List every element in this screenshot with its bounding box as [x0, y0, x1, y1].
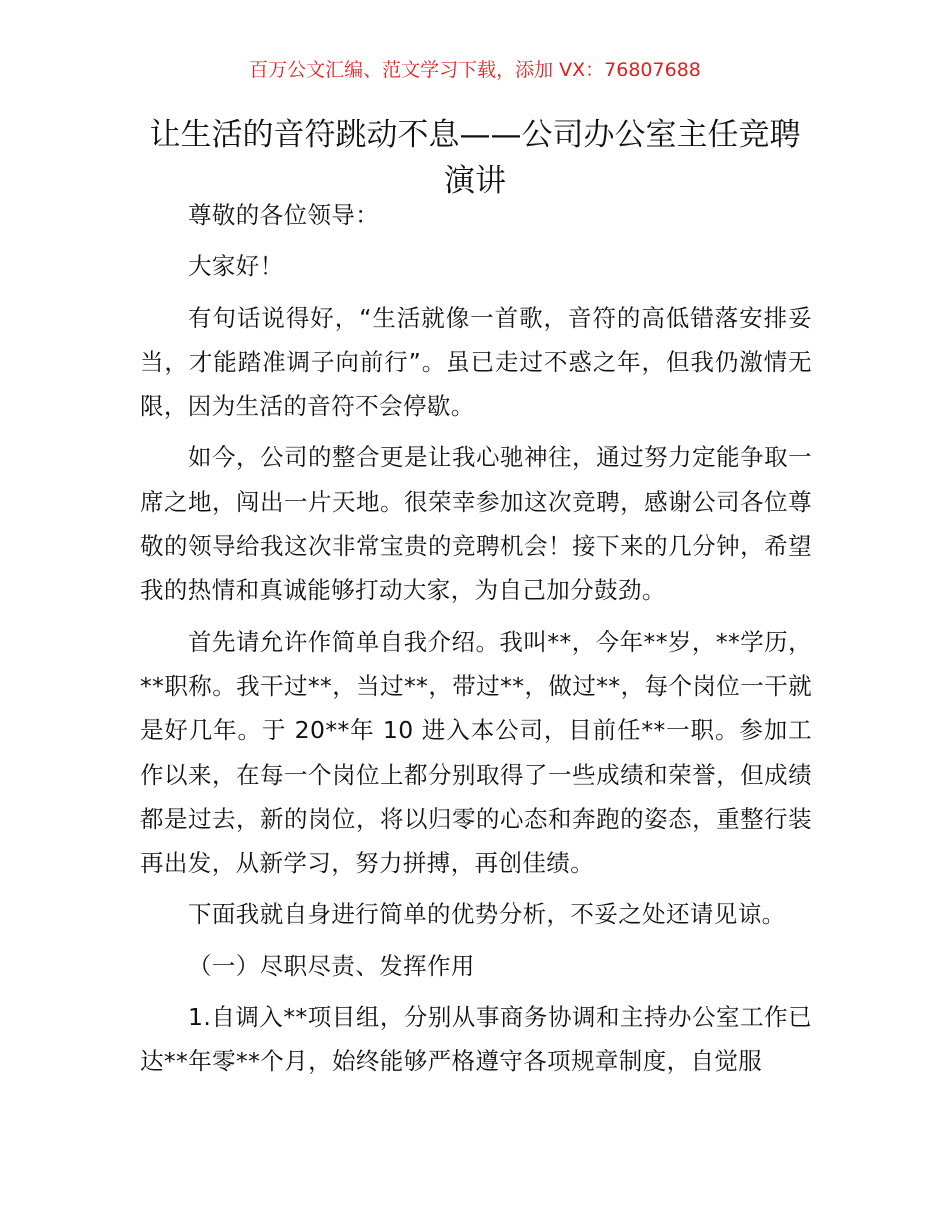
paragraph-company-integration: 如今，公司的整合更是让我心驰神往，通过努力定能争取一席之地，闯出一片天地。很荣幸参加这次竞聘，感谢公司各位尊敬的领导给我这次非常宝贵的竞聘机会！接下来的几分钟，希望我的热情和真诚能够打动大家，为自己加分鼓劲。	[140, 443, 812, 605]
greeting: 大家好！	[188, 252, 284, 281]
paragraph-self-introduction: 首先请允许作简单自我介绍。我叫**，今年**岁，**学历，**职称。我干过**，当过**，带过**，做过**，每个岗位一干就是好几年。于 20**年 10 进入本公司，目前任**一职。参加工作以来，在每一个岗位上都分别取得了一些成绩和荣誉，但成绩都是过去，新的岗位，将以归零的心态和奔跑的姿态，重整行装再出发，从新学习，努力拼搏，再创佳绩。	[140, 627, 812, 878]
download-banner: 百万公文汇编、范文学习下载，添加 VX：76807688	[249, 59, 701, 81]
paragraph-opening-quote: 有句话说得好，“生活就像一首歌，音符的高低错落安排妥当，才能踏准调子向前行”。虽已走过不惑之年，但我仍激情无限，因为生活的音符不会停歇。	[140, 303, 812, 421]
paragraph-analysis-intro: 下面我就自身进行简单的优势分析，不妥之处还请见谅。	[188, 900, 786, 929]
paragraph-item-1: 1.自调入**项目组，分别从事商务协调和主持办公室工作已达**年零**个月，始终能够严格遵守各项规章制度，自觉服	[140, 1003, 812, 1076]
document-body	[140, 193, 812, 1084]
document-title: 让生活的音符跳动不息——公司办公室主任竞聘演讲	[149, 117, 801, 199]
section-heading-1: （一）尽职尽责、发挥作用	[188, 951, 475, 980]
salutation: 尊敬的各位领导：	[188, 201, 380, 229]
